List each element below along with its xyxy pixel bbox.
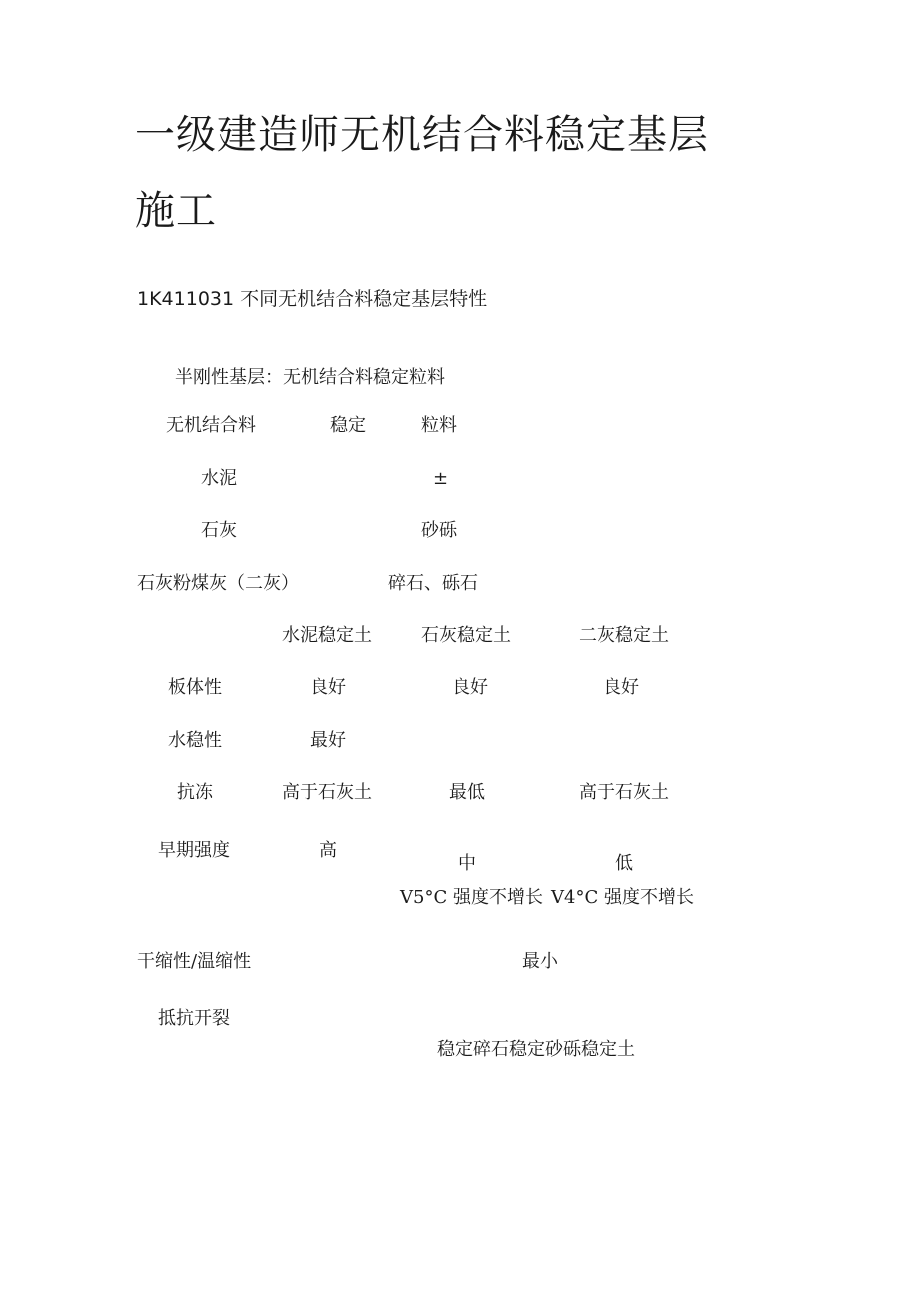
comparison-row-label: 早期强度 [158,840,230,861]
comparison-merged-cell: 最小 [522,951,558,972]
comparison-cell: 最好 [310,730,346,751]
composition-binder-lime-flyash: 石灰粉煤灰（二灰） [137,573,299,594]
comparison-col-two-ash-soil: 二灰稳定土 [579,625,669,646]
comparison-cell: 最低 [449,782,485,803]
comparison-cell: 高于石灰土 [282,782,372,803]
composition-header-aggregate: 粒料 [421,415,457,436]
composition-binder-cement: 水泥 [201,468,237,489]
composition-header-binder: 无机结合料 [166,415,256,436]
comparison-row-label: 水稳性 [168,730,222,751]
composition-header-stabilize: 稳定 [330,415,366,436]
comparison-row-label: 抗冻 [177,782,213,803]
intro-text: 半刚性基层：无机结合料稳定粒料 [175,367,445,388]
comparison-row-label: 抵抗开裂 [158,1008,230,1029]
comparison-note: V4°C 强度不增长 [551,887,694,908]
comparison-note: V5°C 强度不增长 [400,887,543,908]
comparison-merged-cell: 稳定碎石稳定砂砾稳定土 [437,1039,635,1060]
comparison-col-cement-soil: 水泥稳定土 [282,625,372,646]
comparison-cell: 中 [458,853,476,874]
comparison-row-label: 干缩性/温缩性 [137,951,252,972]
comparison-cell: 低 [615,853,633,874]
composition-aggregate-soil: ± [433,468,449,489]
comparison-cell: 高于石灰土 [579,782,669,803]
comparison-cell: 良好 [310,677,346,698]
composition-aggregate-gravel: 砂砾 [421,520,457,541]
comparison-row-label: 板体性 [168,677,222,698]
comparison-col-lime-soil: 石灰稳定土 [421,625,511,646]
comparison-cell: 高 [319,840,337,861]
section-heading: 1K411031 不同无机结合料稳定基层特性 [137,288,488,310]
document-title-line2: 施工 [135,188,217,234]
composition-binder-lime: 石灰 [201,520,237,541]
comparison-cell: 良好 [603,677,639,698]
composition-aggregate-crushed-stone: 碎石、砾石 [388,573,478,594]
comparison-cell: 良好 [452,677,488,698]
document-title-line1: 一级建造师无机结合料稳定基层 [135,112,709,158]
